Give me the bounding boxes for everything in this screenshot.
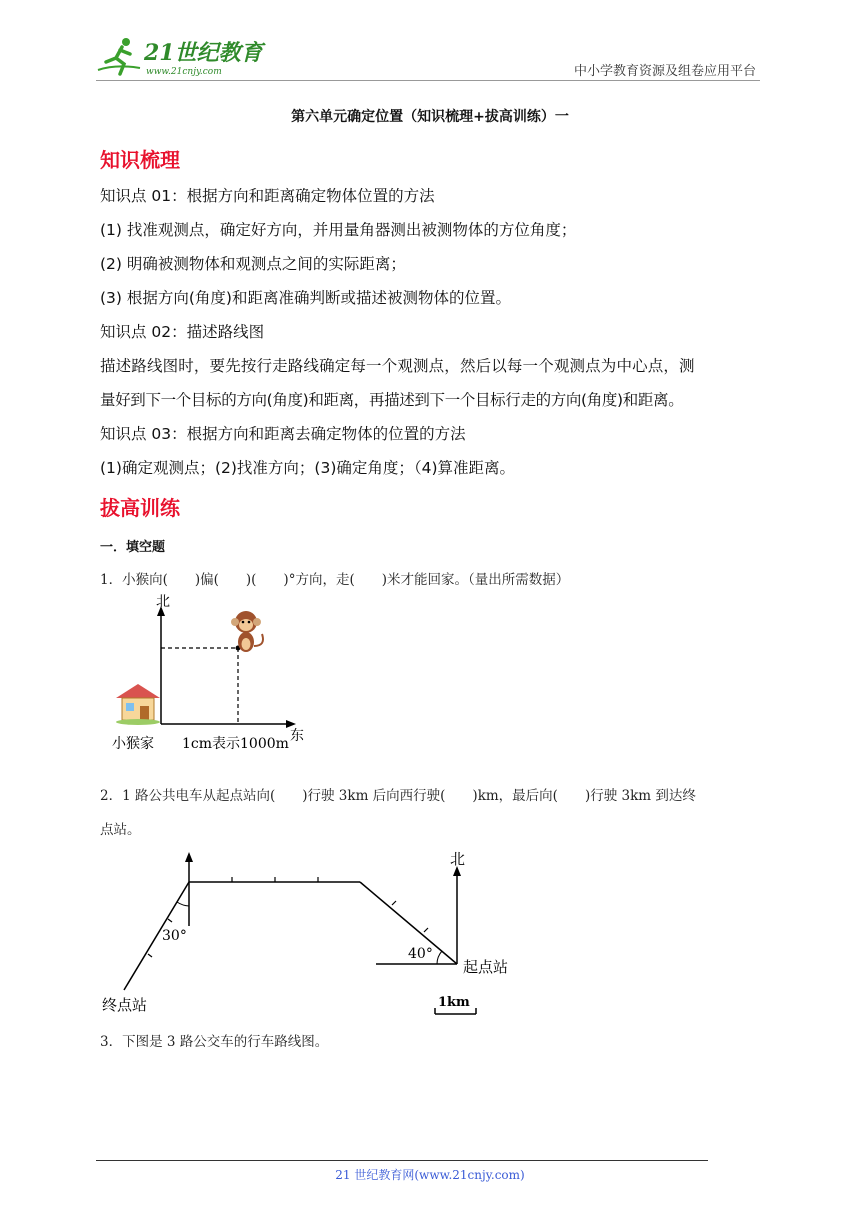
knowledge-line: (1)确定观测点；(2)找准方向；(3)确定角度；（4)算准距离。 (100, 459, 516, 477)
site-logo (96, 34, 266, 78)
scale-label: 1cm表示1000m (182, 736, 289, 752)
logo-text: 21世纪教育 (144, 40, 263, 66)
end-station-label: 终点站 (102, 996, 148, 1014)
angle-40-label: 40° (408, 946, 433, 962)
runner-icon (98, 38, 140, 74)
knowledge-line: 知识点 03：根据方向和距离去确定物体的位置的方法 (100, 425, 466, 443)
document-title: 第六单元确定位置（知识梳理+拔高训练）一 (291, 109, 569, 125)
knowledge-line: 量好到下一个目标的方向(角度)和距离，再描述到下一个目标行走的方向(角度)和距离。 (100, 391, 684, 409)
north-label: 北 (156, 594, 170, 610)
platform-name: 中小学教育资源及组卷应用平台 (573, 64, 756, 79)
question-2-text-line2: 点站。 (100, 822, 141, 838)
footer-divider (96, 1160, 708, 1161)
knowledge-line: 知识点 02：描述路线图 (100, 323, 265, 341)
scale-label: 1km (438, 995, 470, 1010)
figure-bus-route (100, 844, 530, 1020)
section-heading-knowledge: 知识梳理 (100, 148, 180, 172)
start-station-label: 起点站 (463, 958, 509, 976)
figure-monkey-map (104, 592, 314, 758)
logo-url: www.21cnjy.com (146, 67, 222, 77)
question-3-text: 3．下图是 3 路公交车的行车路线图。 (100, 1034, 329, 1050)
monkey-icon (231, 611, 263, 652)
knowledge-line: (2) 明确被测物体和观测点之间的实际距离； (100, 255, 406, 273)
knowledge-line: (3) 根据方向(角度)和距离准确判断或描述被测物体的位置。 (100, 289, 511, 307)
east-label: 东 (290, 728, 304, 744)
header-divider (96, 80, 760, 81)
question-1-text: 1．小猴向( )偏( )( )°方向，走( )米才能回家。（量出所需数据） (100, 572, 570, 588)
home-label: 小猴家 (112, 736, 154, 752)
north-label: 北 (450, 850, 466, 868)
question-type-label: 一．填空题 (100, 540, 166, 555)
footer-link[interactable]: 21 世纪教育网(www.21cnjy.com) (335, 1168, 525, 1182)
knowledge-line: (1) 找准观测点，确定好方向，并用量角器测出被测物体的方位角度； (100, 221, 577, 239)
house-icon (116, 684, 160, 725)
knowledge-line: 描述路线图时，要先按行走路线确定每一个观测点，然后以每一个观测点为中心点，测 (100, 357, 695, 375)
knowledge-line: 知识点 01：根据方向和距离确定物体位置的方法 (100, 187, 435, 205)
angle-30-label: 30° (162, 928, 187, 944)
section-heading-training: 拔高训练 (100, 496, 180, 520)
question-2-text-line1: 2．1 路公共电车从起点站向( )行驶 3km 后向西行驶( )km，最后向( )行驶 3km 到达终 (100, 788, 696, 804)
